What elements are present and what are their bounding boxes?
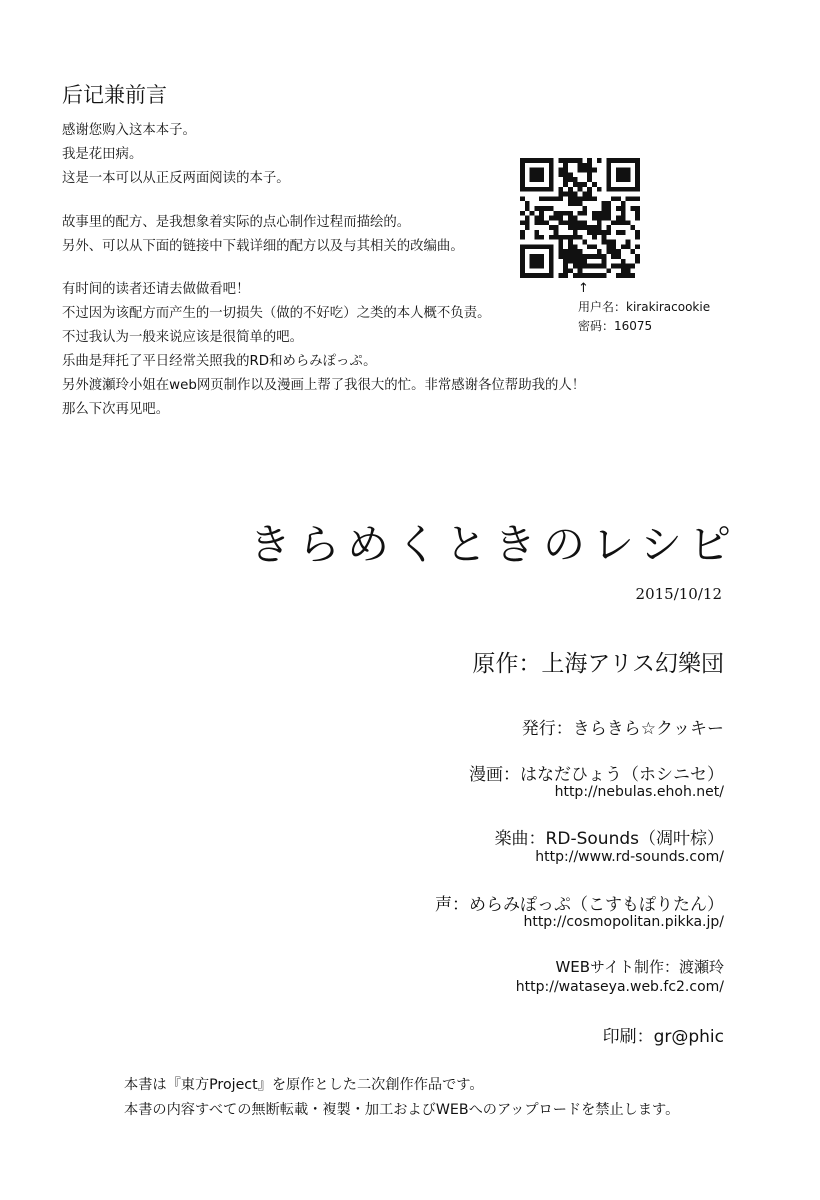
manga-credit: 漫画：はなだひょう（ホシニセ） — [469, 765, 724, 785]
afterword-line: 故事里的配方、是我想象着实际的点心制作过程而描绘的。 — [62, 215, 411, 230]
publisher-credit: 発行：きらきら☆クッキー — [521, 719, 724, 739]
afterword-line: 那么下次再见吧。 — [62, 402, 170, 417]
afterword-line: 这是一本可以从正反两面阅读的本子。 — [62, 171, 290, 186]
notice-line: 本書の内容すべての無断転載・複製・加工およびWEBへのアップロードを禁止します。 — [124, 1102, 680, 1118]
afterword-line: 有时间的读者还请去做做看吧！ — [62, 282, 250, 297]
book-title: きらめくときのレシピ — [249, 520, 738, 569]
afterword-line: 不过我认为一般来说应该是很简单的吧。 — [62, 330, 304, 345]
afterword-line: 我是花田病。 — [62, 147, 143, 162]
qr-credentials — [578, 298, 710, 336]
afterword-line: 不过因为该配方而产生的一切损失（做的不好吃）之类的本人概不负责。 — [62, 306, 491, 321]
afterword-line: 另外、可以从下面的链接中下载详细的配方以及与其相关的改编曲。 — [62, 239, 464, 254]
copyright-notice — [124, 1073, 679, 1123]
afterword-line: 感谢您购入这本本子。 — [62, 123, 196, 138]
arrow-up-icon: ↑ — [578, 281, 589, 296]
qr-username: 用户名：kirakiracookie — [578, 300, 711, 314]
afterword-heading: 后记兼前言 — [62, 83, 167, 107]
notice-line: 本書は『東方Project』を原作とした二次創作作品です。 — [124, 1077, 484, 1093]
qr-code-icon[interactable] — [520, 158, 640, 278]
voice-url-link[interactable]: http://cosmopolitan.pikka.jp/ — [523, 914, 724, 930]
print-credit: 印刷：gr@phic — [602, 1027, 724, 1047]
web-credit: WEBサイト制作：渡瀬玲 — [555, 958, 724, 976]
original-work: 原作：上海アリス幻樂団 — [472, 651, 724, 677]
web-url-link[interactable]: http://wataseya.web.fc2.com/ — [515, 979, 724, 995]
afterword-line: 乐曲是拜托了平日经常关照我的RD和めらみぽっぷ。 — [62, 354, 377, 369]
manga-url-link[interactable]: http://nebulas.ehoh.net/ — [554, 784, 724, 800]
afterword-line: 另外渡瀬玲小姐在web网页制作以及漫画上帮了我很大的忙。非常感谢各位帮助我的人！ — [62, 378, 586, 393]
publication-date: 2015/10/12 — [635, 585, 722, 603]
voice-credit: 声：めらみぽっぷ（こすもぽりたん） — [435, 895, 724, 915]
music-url-link[interactable]: http://www.rd-sounds.com/ — [535, 849, 724, 865]
qr-password: 密码：16075 — [578, 319, 653, 333]
music-credit: 楽曲：RD-Sounds（凋叶棕） — [494, 829, 724, 849]
